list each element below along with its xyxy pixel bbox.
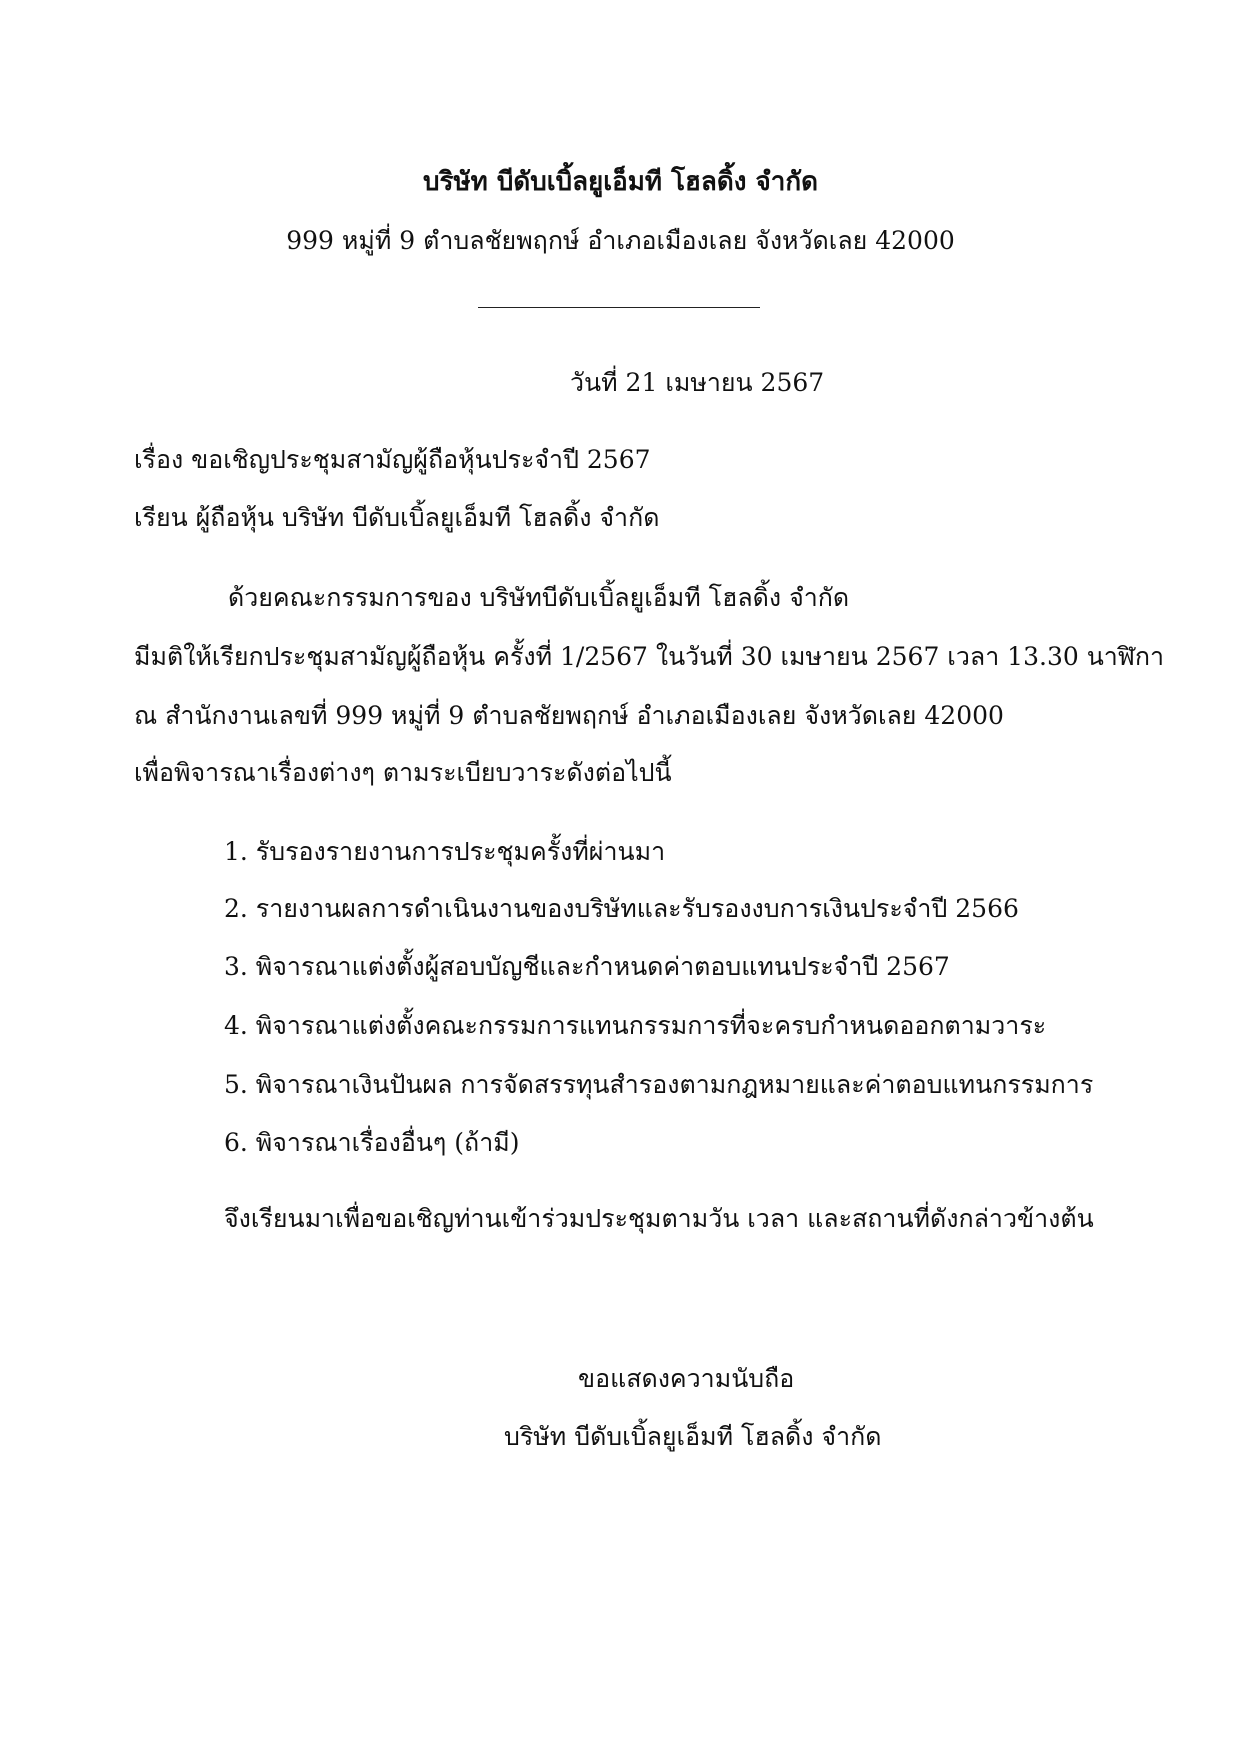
company-address: 999 หมู่ที่ 9 ตำบลชัยพฤกษ์ อำเภอเมืองเลย จังหวัดเลย 42000 [286,226,955,255]
company-name: บริษัท บีดับเบิ้ลยูเอ็มที โฮลดิ้ง จำกัด [423,167,818,197]
body-line: เพื่อพิจารณาเรื่องต่างๆ ตามระเบียบวาระดังต่อไปนี้ [134,758,672,787]
letter-date: วันที่ 21 เมษายน 2567 [570,368,825,397]
signature-company: บริษัท บีดับเบิ้ลยูเอ็มที โฮลดิ้ง จำกัด [504,1422,882,1451]
agenda-item: 3. พิจารณาแต่งตั้งผู้สอบบัญชีและกำหนดค่าตอบแทนประจำปี 2567 [224,952,950,981]
agenda-item: 2. รายงานผลการดำเนินงานของบริษัทและรับรองงบการเงินประจำปี 2566 [224,894,1019,923]
regards-text: ขอแสดงความนับถือ [578,1364,795,1393]
agenda-item: 5. พิจารณาเงินปันผล การจัดสรรทุนสำรองตามกฎหมายและค่าตอบแทนกรรมการ [224,1070,1094,1099]
header-divider [478,307,760,308]
body-line: มีมติให้เรียกประชุมสามัญผู้ถือหุ้น ครั้งที่ 1/2567 ในวันที่ 30 เมษายน 2567 เวลา 13.30 นาฬิกา [134,642,1165,671]
body-line: ณ สำนักงานเลขที่ 999 หมู่ที่ 9 ตำบลชัยพฤกษ์ อำเภอเมืองเลย จังหวัดเลย 42000 [134,701,1004,730]
agenda-item: 1. รับรองรายงานการประชุมครั้งที่ผ่านมา [224,837,666,866]
letter-recipient: เรียน ผู้ถือหุ้น บริษัท บีดับเบิ้ลยูเอ็มที โฮลดิ้ง จำกัด [134,503,660,532]
body-line: ด้วยคณะกรรมการของ บริษัทบีดับเบิ้ลยูเอ็มที โฮลดิ้ง จำกัด [228,583,850,612]
agenda-item: 6. พิจารณาเรื่องอื่นๆ (ถ้ามี) [224,1128,520,1157]
letter-subject: เรื่อง ขอเชิญประชุมสามัญผู้ถือหุ้นประจำปี 2567 [134,445,651,474]
closing-statement: จึงเรียนมาเพื่อขอเชิญท่านเข้าร่วมประชุมตามวัน เวลา และสถานที่ดังกล่าวข้างต้น [224,1204,1094,1233]
agenda-item: 4. พิจารณาแต่งตั้งคณะกรรมการแทนกรรมการที่จะครบกำหนดออกตามวาระ [224,1011,1047,1040]
